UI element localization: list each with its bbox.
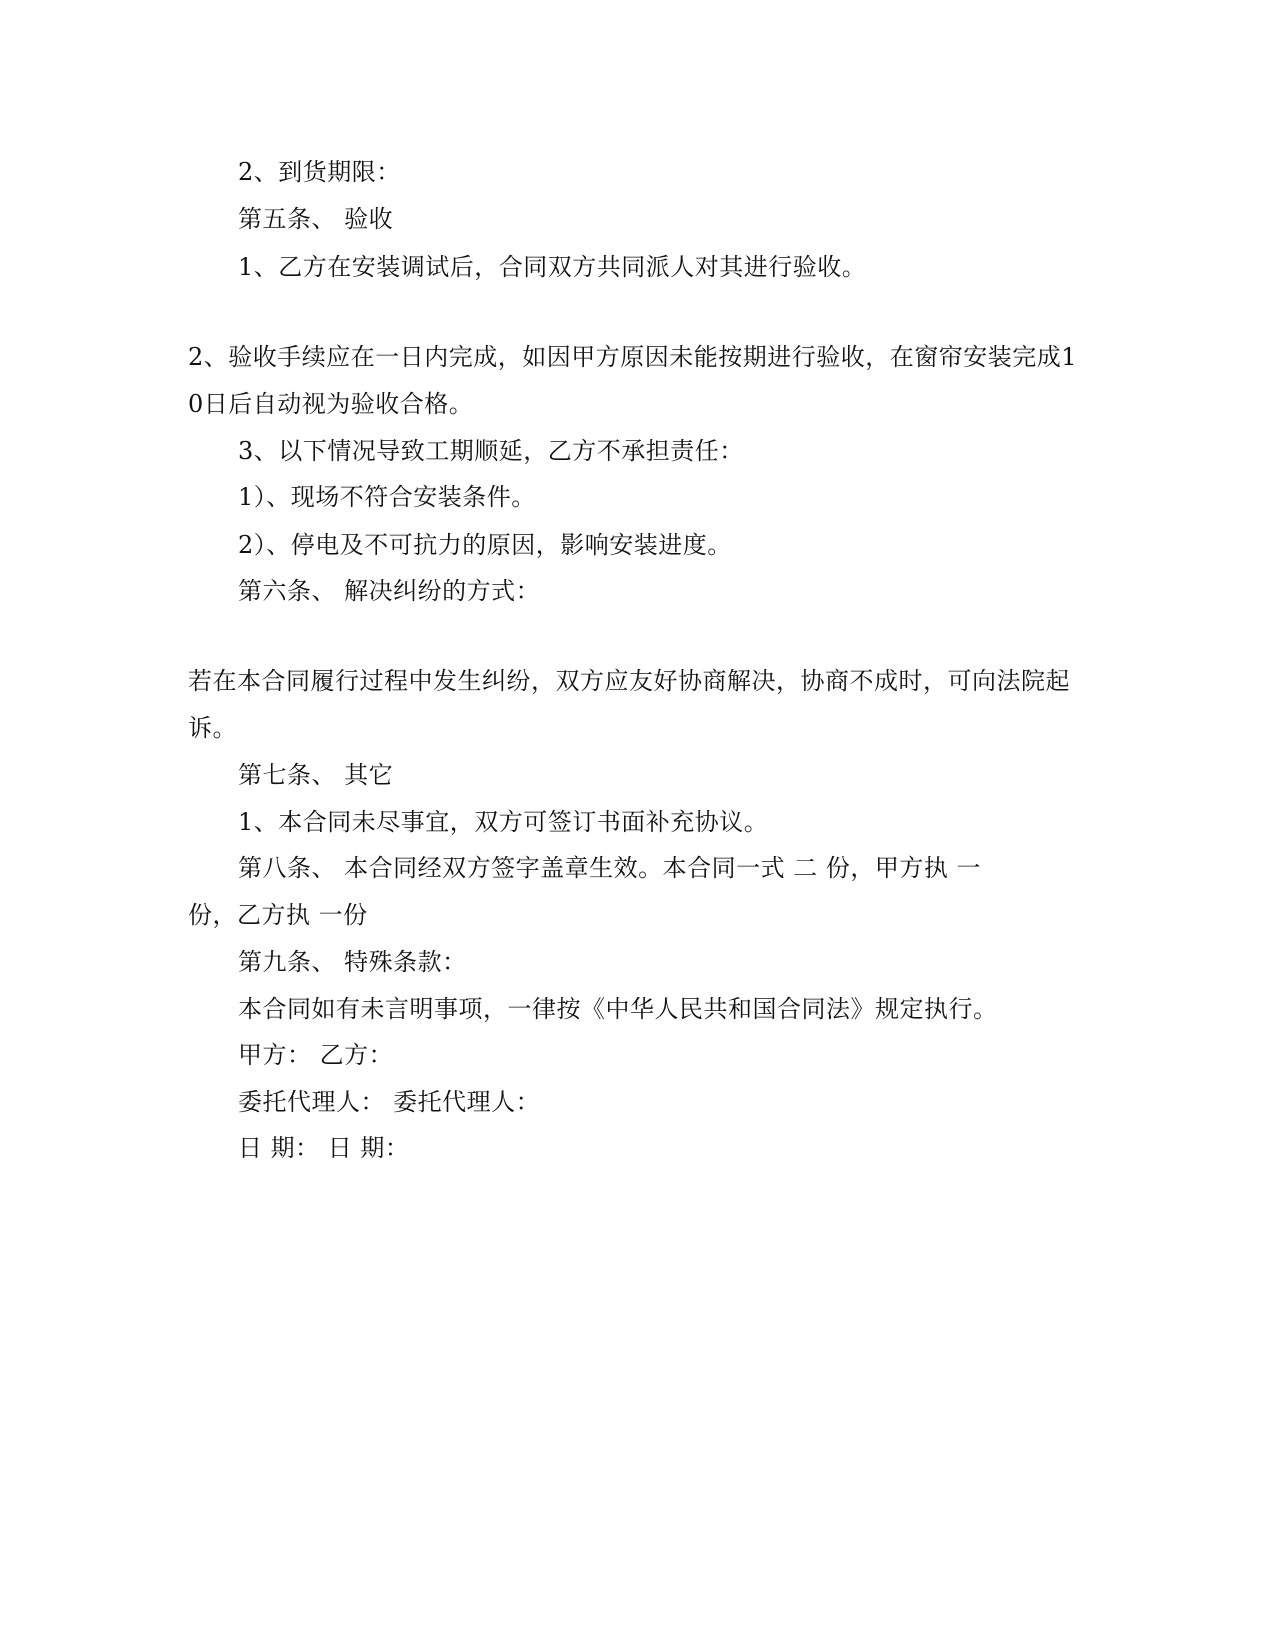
dispute-clause-part2: 诉。 [188, 714, 237, 742]
acceptance-clause-2-part1: 2、验收手续应在一日内完成，如因甲方原因未能按期进行验收，在窗帘安装完成1 [188, 343, 1078, 371]
party-signature-line: 甲方： 乙方： [238, 1041, 394, 1069]
delivery-term-line: 2、到货期限： [238, 158, 401, 186]
article-nine-heading: 第九条、 特殊条款： [238, 948, 467, 976]
agent-signature-line: 委托代理人： 委托代理人： [238, 1088, 541, 1116]
article-eight-part2: 份，乙方执 一份 [188, 901, 368, 929]
delay-reason-1: 1）、现场不符合安装条件。 [238, 483, 536, 511]
dispute-clause-part1: 若在本合同履行过程中发生纠纷，双方应友好协商解决，协商不成时，可向法院起 [188, 667, 1070, 695]
acceptance-clause-1: 1、乙方在安装调试后，合同双方共同派人对其进行验收。 [238, 253, 867, 281]
delay-reason-2: 2）、停电及不可抗力的原因，影响安装进度。 [238, 531, 732, 559]
article-eight-part1: 第八条、 本合同经双方签字盖章生效。本合同一式 二 份，甲方执 一 [238, 854, 982, 882]
article-five-heading: 第五条、 验收 [238, 205, 394, 233]
article-nine-clause: 本合同如有未言明事项，一律按《中华人民共和国合同法》规定执行。 [238, 995, 998, 1023]
other-clause-1: 1、本合同未尽事宜，双方可签订书面补充协议。 [238, 808, 769, 836]
acceptance-clause-2-part2: 0日后自动视为验收合格。 [188, 390, 474, 418]
article-six-heading: 第六条、 解决纠纷的方式： [238, 577, 541, 605]
acceptance-clause-3: 3、以下情况导致工期顺延，乙方不承担责任： [238, 437, 744, 465]
date-line: 日 期： 日 期： [238, 1134, 410, 1162]
article-seven-heading: 第七条、 其它 [238, 761, 394, 789]
